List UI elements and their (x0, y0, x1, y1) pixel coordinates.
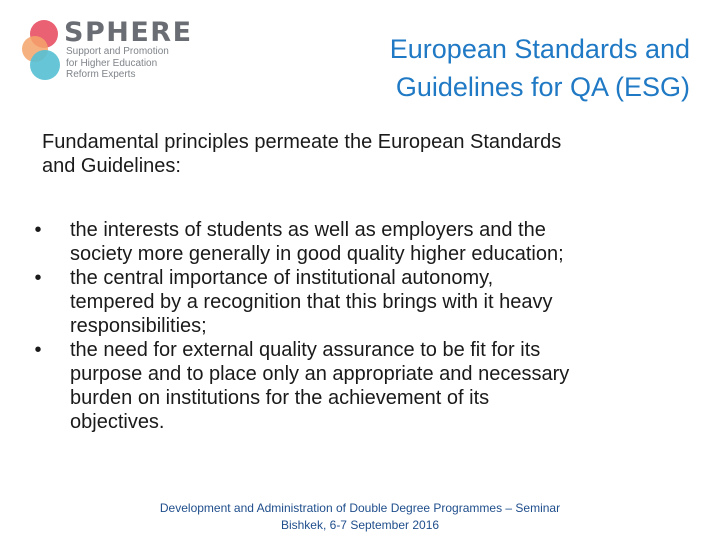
logo-tagline-line: Reform Experts (66, 69, 136, 80)
slide-footer (60, 500, 660, 534)
list-item (28, 338, 688, 434)
list-item-line: the need for external quality assurance to be fit for its (70, 339, 541, 361)
intro-paragraph (42, 130, 692, 178)
list-item-line: burden on institutions for the achievement of its (70, 387, 490, 409)
list-item-line: tempered by a recognition that this brings with it heavy (70, 291, 553, 313)
sphere-logo (20, 17, 193, 84)
bullet-dot-icon: • (34, 339, 42, 361)
list-item-line: the interests of students as well as employers and the (70, 219, 546, 241)
logo-tagline-line: for Higher Education (66, 57, 158, 69)
footer-event: Development and Administration of Double Degree Programmes – Seminar (159, 501, 561, 515)
slide-title-line-1: European Standards and (389, 34, 690, 64)
slide-title-line-2: Guidelines for QA (ESG) (395, 72, 690, 102)
slide-title (270, 30, 690, 106)
intro-line: and Guidelines: (42, 155, 181, 177)
list-item-line: the central importance of institutional autonomy, (70, 267, 494, 289)
footer-location-date: Bishkek, 6-7 September 2016 (280, 518, 440, 532)
intro-line: Fundamental principles permeate the European Standards (42, 131, 562, 153)
list-item-line: responsibilities; (70, 315, 207, 337)
list-item-line: society more generally in good quality higher education; (70, 243, 564, 265)
bullet-dot-icon: • (34, 219, 42, 241)
list-item-line: purpose and to place only an appropriate and necessary (70, 363, 570, 385)
bullet-dot-icon: • (34, 267, 42, 289)
logo-tagline (66, 46, 169, 81)
list-item (28, 218, 688, 266)
principles-list (28, 218, 688, 434)
list-item (28, 266, 688, 338)
logo-tagline-line: Support and Promotion (66, 46, 169, 57)
sphere-logo-icon (20, 18, 64, 82)
list-item-line: objectives. (70, 411, 165, 433)
logo-wordmark: SPHERE (64, 17, 193, 48)
